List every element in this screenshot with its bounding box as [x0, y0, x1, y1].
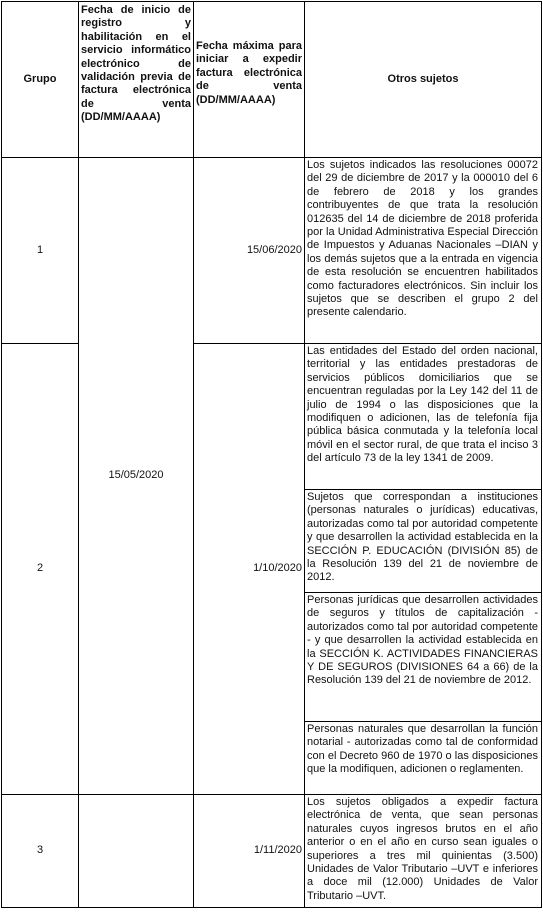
- fecha-maxima-cell: 1/10/2020: [194, 344, 305, 795]
- calendario-table: [1, 1, 542, 908]
- otros-sujetos-cell: Los sujetos indicados las resoluciones 00072 del 29 de diciembre de 2017 y la 000010 del 6 de febrero de 2018 y los grandes contribuyentes de que trata la resolución 012635 del 14 de diciembre de 2018 proferida por la Unidad Administrativa Especial Dirección de Impuestos y Aduanas Nacionales –DIAN y los demás sujetos que a la entrada en vigencia de esta resolución se encuentren habilitados como facturadores electrónicos. Sin incluir los sujetos que se describen el grupo 2 del presente calendario.: [305, 158, 542, 344]
- fecha-inicio-cell-empty: [79, 795, 194, 908]
- otros-sujetos-cell: Sujetos que correspondan a instituciones (personas naturales o jurídicas) educativas, autorizadas como tal por autoridad competente y que desarrollen la actividad establecida en la SECCIÓN P. EDUCACIÓN (DIVISIÓN 85) de la Resolución 139 del 21 de noviembre de 2012.: [305, 490, 542, 593]
- otros-sujetos-cell: Los sujetos obligados a expedir factura electrónica de venta, que sean personas naturales cuyos ingresos brutos en el año anterior o en el año en curso sean iguales o superiores a tres mil quinientas (3.500) Unidades de Valor Tributario –UVT e inferiores a doce mil (12.000) Unidades de Valor Tributario –UVT.: [305, 795, 542, 908]
- otros-sujetos-cell: Las entidades del Estado del orden nacional, territorial y las entidades prestadoras de servicios públicos domiciliarios que se encuentran reguladas por la Ley 142 del 11 de julio de 1994 o las disposiciones que la modifiquen o adicionen, las de telefonía fija pública básica conmutada y la telefonía local móvil en el sector rural, de que trata el inciso 3 del artículo 73 de la ley 1341 de 2009.: [305, 344, 542, 490]
- header-fecha-inicio: Fecha de inicio de registro y habilitación en el servicio informático electrónico de validación previa de factura electrónica de venta (DD/MM/AAAA): [79, 2, 194, 158]
- header-row: [2, 2, 542, 158]
- table-row: [2, 158, 542, 344]
- grupo-number: 2: [2, 344, 79, 795]
- grupo-number: 1: [2, 158, 79, 344]
- header-fecha-maxima: Fecha máxima para iniciar a expedir factura electrónica de venta (DD/MM/AAAA): [194, 2, 305, 158]
- fecha-maxima-cell: 1/11/2020: [194, 795, 305, 908]
- header-otros-sujetos: Otros sujetos: [305, 2, 542, 158]
- grupo-number: 3: [2, 795, 79, 908]
- fecha-maxima-cell: 15/06/2020: [194, 158, 305, 344]
- table-row: [2, 795, 542, 908]
- otros-sujetos-cell: Personas naturales que desarrollan la función notarial - autorizadas como tal de conformidad con el Decreto 960 de 1970 o las disposiciones que la modifiquen, adicionen o reglamenten.: [305, 722, 542, 795]
- otros-sujetos-cell: Personas jurídicas que desarrollen actividades de seguros y títulos de capitalización - autorizados como tal por autoridad competente - y que desarrollen la actividad establecida en la SECCIÓN K. ACTIVIDADES FINANCIERAS Y DE SEGUROS (DIVISIONES 64 a 66) de la Resolución 139 del 21 de noviembre de 2012.: [305, 593, 542, 722]
- header-grupo: Grupo: [2, 2, 79, 158]
- fecha-inicio-cell: 15/05/2020: [79, 158, 194, 795]
